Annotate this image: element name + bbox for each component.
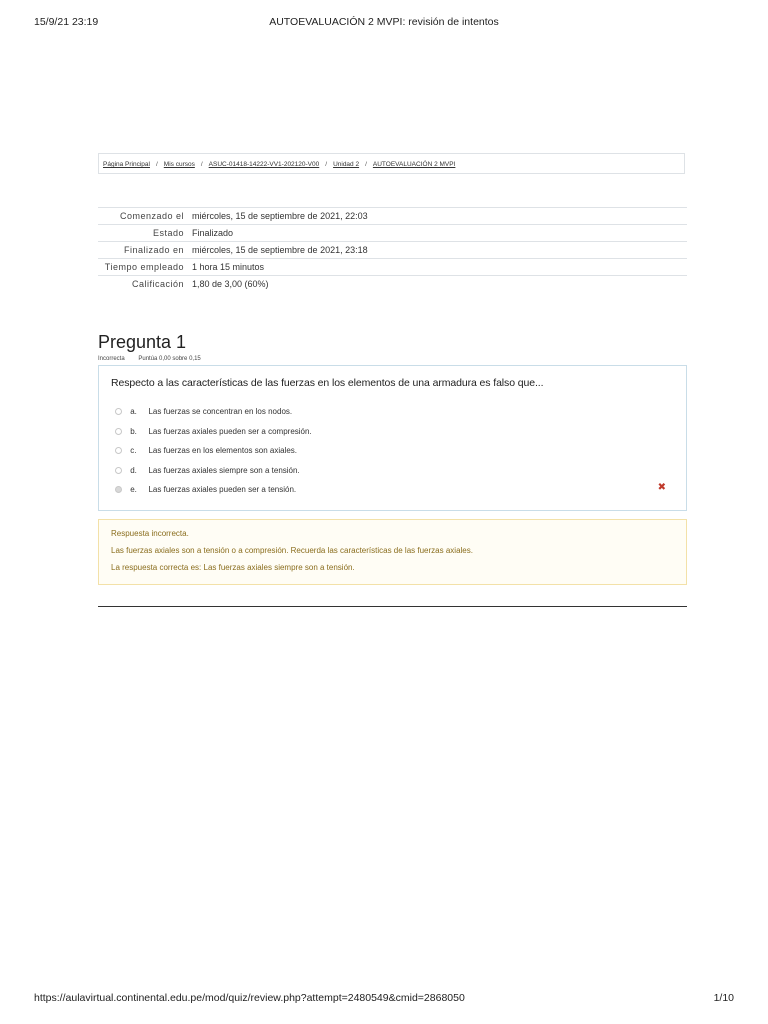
- option-a[interactable]: [115, 406, 292, 418]
- option-letter: a.: [130, 407, 137, 416]
- summary-row: [98, 242, 687, 259]
- feedback-result: Respuesta incorrecta.: [111, 529, 189, 538]
- summary-label: Finalizado en: [98, 242, 188, 259]
- breadcrumb-quiz-link[interactable]: AUTOEVALUACIÓN 2 MVPI: [372, 161, 456, 168]
- option-text: Las fuerzas axiales pueden ser a tensión.: [148, 485, 297, 494]
- summary-row: [98, 225, 687, 242]
- feedback-correct-answer: La respuesta correcta es: Las fuerzas axiales siempre son a tensión.: [111, 563, 355, 572]
- summary-value: miércoles, 15 de septiembre de 2021, 22:03: [188, 208, 687, 225]
- option-letter: b.: [130, 427, 137, 436]
- print-page-number: 1/10: [713, 992, 734, 1004]
- summary-row: [98, 259, 687, 276]
- breadcrumb-home-link[interactable]: Página Principal: [103, 161, 150, 168]
- feedback-general: Las fuerzas axiales son a tensión o a compresión. Recuerda las características de las fuerzas axiales.: [111, 546, 473, 555]
- summary-label: Comenzado el: [98, 208, 188, 225]
- option-letter: e.: [130, 485, 137, 494]
- option-letter: d.: [130, 466, 137, 475]
- print-header: [34, 16, 734, 32]
- breadcrumb-separator: /: [155, 161, 158, 168]
- summary-label: Tiempo empleado: [98, 259, 188, 276]
- feedback-box: [98, 519, 687, 585]
- breadcrumb-separator: /: [365, 161, 367, 168]
- summary-label: Estado: [98, 225, 188, 242]
- print-url: https://aulavirtual.continental.edu.pe/mod/quiz/review.php?attempt=2480549&cmid=2868050: [34, 992, 465, 1004]
- breadcrumb-separator: /: [325, 161, 328, 168]
- question-points: Puntúa 0,00 sobre 0,15: [138, 356, 201, 362]
- radio-button[interactable]: [115, 467, 122, 474]
- option-text: Las fuerzas en los elementos son axiales.: [148, 446, 297, 455]
- summary-value: 1 hora 15 minutos: [188, 259, 687, 276]
- divider: [98, 606, 687, 607]
- summary-row: [98, 276, 687, 293]
- question-text: Respecto a las características de las fuerzas en los elementos de una armadura es falso que...: [111, 377, 544, 389]
- summary-value: miércoles, 15 de septiembre de 2021, 23:18: [188, 242, 687, 259]
- option-c[interactable]: [115, 445, 297, 457]
- summary-row: [98, 208, 687, 225]
- breadcrumb-my-courses-link[interactable]: Mis cursos: [163, 161, 195, 168]
- question-box: [98, 365, 687, 511]
- question-meta: [98, 356, 213, 362]
- question-status: Incorrecta: [98, 356, 125, 362]
- option-letter: c.: [130, 446, 137, 455]
- breadcrumb: [98, 153, 685, 174]
- print-footer: [34, 992, 734, 1008]
- option-e[interactable]: [115, 484, 296, 496]
- summary-value: 1,80 de 3,00 (60%): [188, 276, 687, 293]
- breadcrumb-unit-link[interactable]: Unidad 2: [333, 161, 360, 168]
- option-d[interactable]: [115, 465, 300, 477]
- summary-label: Calificación: [98, 276, 188, 293]
- option-text: Las fuerzas se concentran en los nodos.: [148, 407, 293, 416]
- radio-button-selected[interactable]: [115, 486, 122, 493]
- summary-value: Finalizado: [188, 225, 687, 242]
- option-text: Las fuerzas axiales pueden ser a compresión.: [148, 427, 312, 436]
- radio-button[interactable]: [115, 408, 122, 415]
- question-title: Pregunta 1: [98, 332, 187, 352]
- breadcrumb-separator: /: [200, 161, 203, 168]
- print-datetime: 15/9/21 23:19: [34, 16, 99, 28]
- breadcrumb-course-link[interactable]: ASUC-01418-14222-VV1-202120-V00: [208, 161, 320, 168]
- print-title: AUTOEVALUACIÓN 2 MVPI: revisión de intentos: [269, 16, 499, 28]
- radio-button[interactable]: [115, 447, 122, 454]
- option-text: Las fuerzas axiales siempre son a tensión.: [148, 466, 300, 475]
- radio-button[interactable]: [115, 428, 122, 435]
- x-icon: ✖: [657, 482, 666, 493]
- attempt-summary-table: [98, 207, 687, 292]
- option-b[interactable]: [115, 426, 312, 438]
